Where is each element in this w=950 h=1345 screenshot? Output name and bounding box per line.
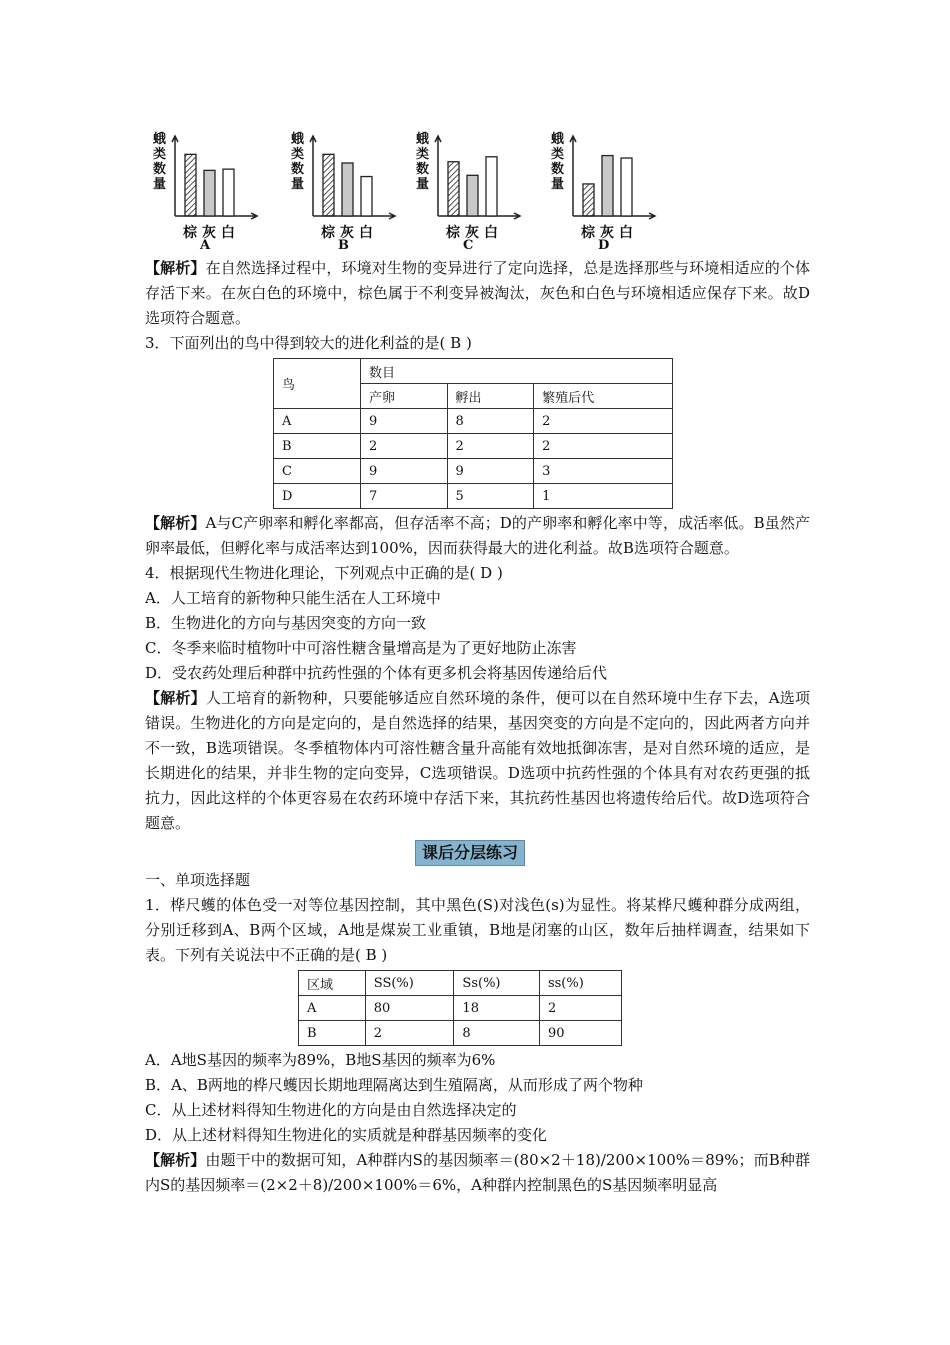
table-cell: 7 (361, 484, 448, 509)
option-a: A．人工培育的新物种只能生活在人工环境中 (145, 589, 441, 607)
analysis-q3: 【解析】A与C产卵率和孵化率都高，但存活率不高；D的产卵率和孵化率中等，成活率低。B虽然产卵率最低，但孵化率与成活率达到100%，因而获得最大的进化利益。故B选项符合题意。 (145, 514, 810, 557)
bar-brown (323, 154, 334, 216)
table-cell: 2 (534, 409, 673, 434)
option-d: D．从上述材料得知生物进化的实质就是种群基因频率的变化 (145, 1126, 548, 1144)
table-cell: 2 (534, 434, 673, 459)
table-cell: D (274, 484, 361, 509)
analysis-q2: 【解析】在自然选择过程中，环境对生物的变异进行了定向选择，总是选择那些与环境相适应的个体存活下来。在灰白色的环境中，棕色属于不利变异被淘汰，灰色和白色与环境相适应保存下来。故D选项符合题意。 (145, 259, 810, 327)
table-cell: A (274, 409, 361, 434)
table-cell: A (299, 996, 366, 1021)
category-label: 棕 (446, 225, 460, 241)
category-label: 灰 (202, 225, 216, 241)
table-cell: 90 (539, 1021, 621, 1046)
bar-gray (204, 170, 215, 216)
option-b: B．A、B两地的桦尺蠖因长期地理隔离达到生殖隔离，从而形成了两个物种 (145, 1076, 643, 1094)
chart-a (145, 128, 263, 256)
y-axis-label: 蛾 类 数 量 (416, 132, 430, 192)
bar-brown (185, 154, 196, 216)
table-row (274, 409, 673, 434)
table-header: SS(%) (365, 971, 454, 996)
table-row (299, 996, 622, 1021)
table-cell: 9 (361, 459, 448, 484)
table-cell: 5 (447, 484, 534, 509)
bird-table (273, 358, 673, 509)
category-label: 棕 (183, 225, 197, 241)
document-page (145, 128, 810, 1198)
category-label: 白 (221, 225, 235, 241)
y-axis-label: 蛾 类 数 量 (291, 132, 305, 192)
y-axis (172, 136, 178, 216)
bar-gray (467, 175, 478, 216)
bar-white (486, 157, 497, 216)
table-header: 区域 (299, 971, 366, 996)
bar-white (621, 158, 632, 216)
table-cell: 2 (361, 434, 448, 459)
table-header: 产卵 (361, 384, 448, 409)
bar-white (223, 169, 234, 216)
option-c: C．从上述材料得知生物进化的方向是由自然选择决定的 (145, 1101, 517, 1119)
chart-letter: A (200, 238, 211, 253)
bar-brown (448, 162, 459, 216)
option-c: C．冬季来临时植物叶中可溶性糖含量增高是为了更好地防止冻害 (145, 639, 577, 657)
table-cell: 2 (447, 434, 534, 459)
option-b: B．生物进化的方向与基因突变的方向一致 (145, 614, 427, 632)
table-row (274, 459, 673, 484)
category-label: 白 (619, 225, 633, 241)
table-cell: 18 (454, 996, 540, 1021)
table-cell: 80 (365, 996, 454, 1021)
analysis-practice-1: 【解析】由题干中的数据可知，A种群内S的基因频率＝(80×2＋18)/200×100%＝89%；而B种群内S的基因频率＝(2×2＋8)/200×100%＝6%，A种群内控制黑色的S基因频率明显高 (145, 1151, 810, 1194)
practice-question-1: 1．桦尺蠖的体色受一对等位基因控制，其中黑色(S)对浅色(s)为显性。将某桦尺蠖种群分成两组，分别迁移到A、B两个区域，A地是煤炭工业重镇，B地是闭塞的山区，数年后抽样调查，结果如下表。下列有关说法中不正确的是( B ) (145, 896, 810, 964)
category-label: 灰 (340, 225, 354, 241)
y-axis-label: 蛾 类 数 量 (153, 132, 167, 192)
chart-letter: D (598, 238, 610, 253)
table-row (274, 484, 673, 509)
region-table (298, 970, 622, 1046)
table-cell: 8 (447, 409, 534, 434)
category-label: 白 (359, 225, 373, 241)
question-3: 3．下面列出的鸟中得到较大的进化利益的是( B ) (145, 334, 472, 352)
table-cell: 2 (539, 996, 621, 1021)
section-subtitle: 一、单项选择题 (145, 871, 251, 889)
category-label: 棕 (581, 225, 595, 241)
table-row (274, 434, 673, 459)
table-cell: B (299, 1021, 366, 1046)
bar-gray (342, 163, 353, 216)
option-d: D．受农药处理后种群中抗药性强的个体有更多机会将基因传递给后代 (145, 664, 608, 682)
table-cell: 8 (454, 1021, 540, 1046)
table-cell: 3 (534, 459, 673, 484)
chart-row (145, 128, 810, 256)
table-row (299, 1021, 622, 1046)
category-label: 棕 (321, 225, 335, 241)
table-cell: B (274, 434, 361, 459)
table-group-header: 数目 (361, 359, 673, 384)
analysis-q4: 【解析】人工培育的新物种，只要能够适应自然环境的条件，便可以在自然环境中生存下去，A选项错误。生物进化的方向是定向的，是自然选择的结果，基因突变的方向是不定向的，因此两者方向并不一致，B选项错误。冬季植物体内可溶性糖含量升高能有效地抵御冻害，是对自然环境的适应，是长期进化的结果，并非生物的定向变异，C选项错误。D选项中抗药性强的个体具有对农药更强的抵抗力，因此这样的个体更容易在农药环境中存活下来，其抗药性基因也将遗传给后代。故D选项符合题意。 (145, 689, 810, 832)
question-4: 4．根据现代生物进化理论，下列观点中正确的是( D ) (145, 564, 503, 582)
chart-b (283, 128, 401, 256)
table-header: Ss(%) (454, 971, 540, 996)
category-label: 灰 (465, 225, 479, 241)
bar-brown (583, 184, 594, 216)
bar-white (361, 177, 372, 216)
category-label: 白 (484, 225, 498, 241)
y-axis-label: 蛾 类 数 量 (551, 132, 565, 192)
y-axis (310, 136, 316, 216)
chart-letter: C (463, 238, 474, 253)
y-axis (570, 136, 576, 216)
y-axis (435, 136, 441, 216)
category-label: 灰 (600, 225, 614, 241)
section-title: 课后分层练习 (415, 840, 525, 866)
bar-gray (602, 156, 613, 216)
table-cell: 9 (447, 459, 534, 484)
table-corner: 鸟 (274, 359, 361, 409)
chart-d (543, 128, 661, 256)
table-cell: 1 (534, 484, 673, 509)
table-header: 繁殖后代 (534, 384, 673, 409)
option-a: A．A地S基因的频率为89%，B地S基因的频率为6% (145, 1051, 496, 1069)
table-header: ss(%) (539, 971, 621, 996)
chart-letter: B (338, 238, 349, 253)
table-cell: 9 (361, 409, 448, 434)
table-cell: 2 (365, 1021, 454, 1046)
chart-c (408, 128, 526, 256)
table-cell: C (274, 459, 361, 484)
table-header: 孵出 (447, 384, 534, 409)
